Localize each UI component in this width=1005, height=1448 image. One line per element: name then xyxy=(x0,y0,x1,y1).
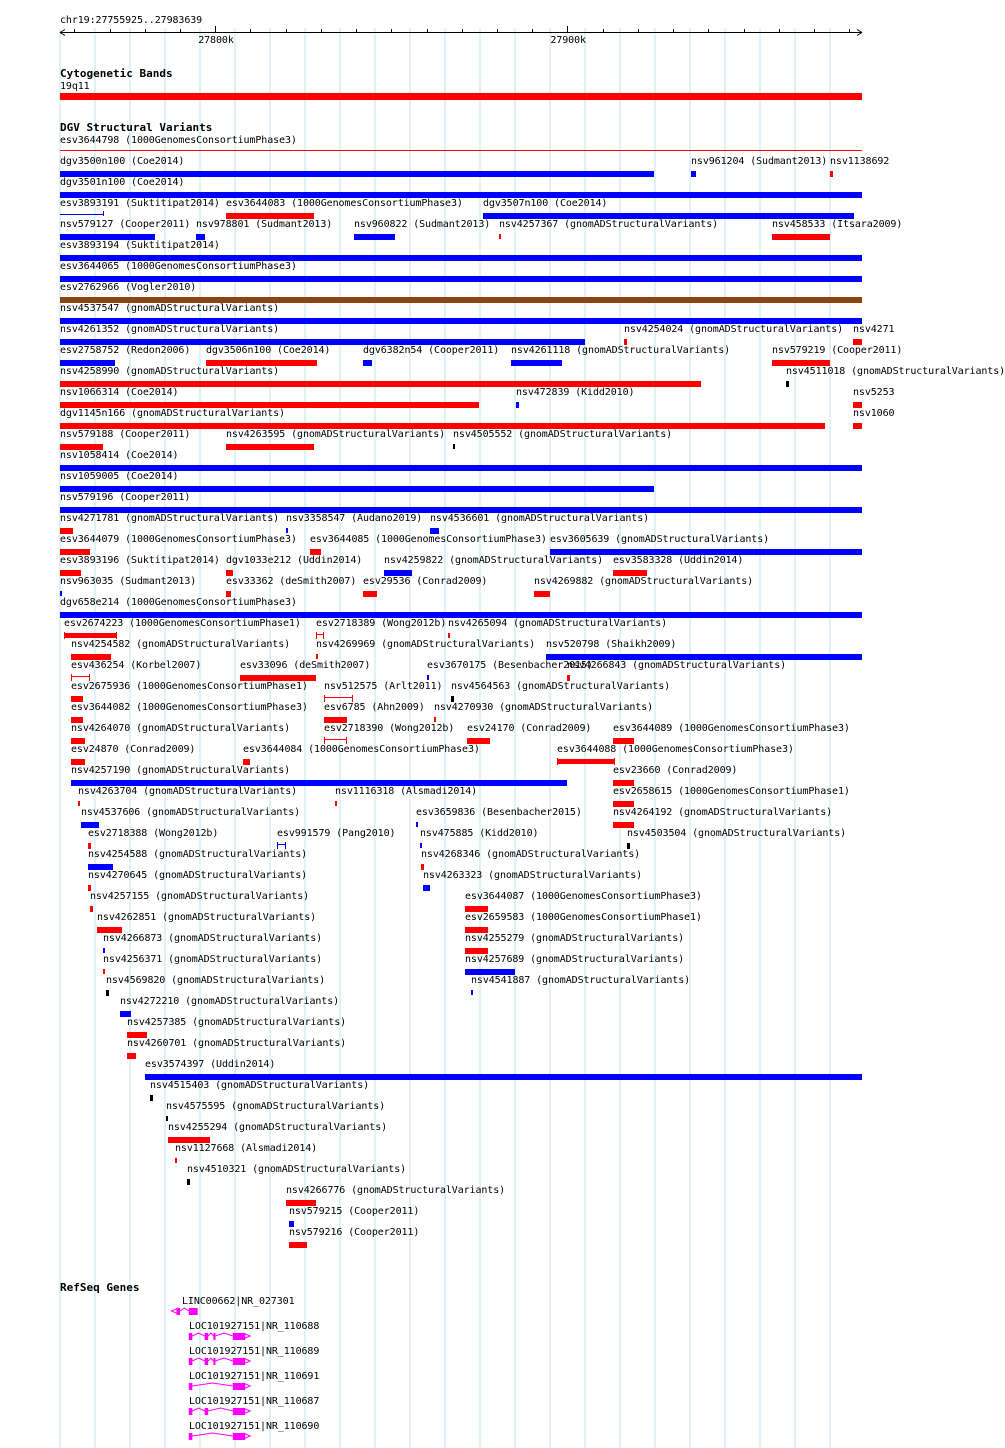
dgv-feature-label: nsv1059005 (Coe2014) xyxy=(60,471,179,482)
cytoband-track-title[interactable]: Cytogenetic Bands xyxy=(60,67,173,80)
dgv-feature-label: nsv1060 xyxy=(853,408,895,419)
dgv-feature-label: nsv4263704 (gnomADStructuralVariants) xyxy=(78,786,298,797)
dgv-feature-label: esv3644085 (1000GenomesConsortiumPhase3) xyxy=(310,534,547,545)
dgv-feature-label: esv3644087 (1000GenomesConsortiumPhase3) xyxy=(465,891,702,902)
dgv-feature-label: nsv1116318 (Alsmadi2014) xyxy=(335,786,478,797)
gene-intron xyxy=(192,1383,233,1386)
dgv-feature-label: nsv1058414 (Coe2014) xyxy=(60,450,179,461)
dgv-feature-label: nsv458533 (Itsara2009) xyxy=(772,219,903,230)
dgv-feature-bar[interactable] xyxy=(324,695,353,702)
dgv-feature-label: nsv4564563 (gnomADStructuralVariants) xyxy=(451,681,671,692)
dgv-feature-bar-fill xyxy=(72,676,89,677)
dgv-feature-label: nsv978801 (Sudmant2013) xyxy=(196,219,333,230)
dgv-feature-bar-fill xyxy=(65,633,116,638)
dgv-feature-bar[interactable] xyxy=(363,591,377,597)
dgv-feature-label: nsv4261118 (gnomADStructuralVariants) xyxy=(511,345,731,356)
dgv-feature-bar[interactable] xyxy=(511,360,562,366)
dgv-feature-bar[interactable] xyxy=(60,591,62,596)
gene-model[interactable] xyxy=(181,1431,253,1445)
dgv-feature-bar[interactable] xyxy=(60,214,104,215)
dgv-feature-bar[interactable] xyxy=(557,758,615,765)
dgv-feature-label: nsv579219 (Cooper2011) xyxy=(772,345,903,356)
dgv-feature-label: nsv4256371 (gnomADStructuralVariants) xyxy=(103,954,323,965)
dgv-feature-label: nsv963035 (Sudmant2013) xyxy=(60,576,197,587)
dgv-feature-bar[interactable] xyxy=(187,1179,190,1185)
dgv-feature-bar[interactable] xyxy=(60,465,862,471)
dgv-feature-label: nsv4254582 (gnomADStructuralVariants) xyxy=(71,639,291,650)
dgv-feature-label: esv33362 (deSmith2007) xyxy=(226,576,357,587)
gene-model[interactable] xyxy=(181,1381,253,1395)
refseq-track-title[interactable]: RefSeq Genes xyxy=(60,1281,140,1294)
dgv-feature-label: nsv4269882 (gnomADStructuralVariants) xyxy=(534,576,754,587)
dgv-feature-bar[interactable] xyxy=(772,234,830,240)
dgv-feature-bar[interactable] xyxy=(226,444,314,450)
dgv-feature-label: nsv4541887 (gnomADStructuralVariants) xyxy=(471,975,691,986)
dgv-feature-label: nsv4263595 (gnomADStructuralVariants) xyxy=(226,429,446,440)
dgv-feature-bar[interactable] xyxy=(175,1158,177,1163)
dgv-feature-bar[interactable] xyxy=(166,1116,168,1121)
dgv-feature-label: nsv4575595 (gnomADStructuralVariants) xyxy=(166,1101,386,1112)
gene-exon xyxy=(205,1408,209,1415)
dgv-feature-bar[interactable] xyxy=(830,171,833,177)
dgv-feature-label: nsv1066314 (Coe2014) xyxy=(60,387,179,398)
dgv-feature-bar[interactable] xyxy=(453,444,455,449)
dgv-feature-bar[interactable] xyxy=(427,675,429,680)
dgv-feature-label: nsv579127 (Cooper2011) xyxy=(60,219,191,230)
dgv-feature-label: esv3644082 (1000GenomesConsortiumPhase3) xyxy=(71,702,308,713)
dgv-feature-label: dgv658e214 (1000GenomesConsortiumPhase3) xyxy=(60,597,297,608)
gene-model[interactable] xyxy=(181,1406,253,1420)
dgv-feature-bar[interactable] xyxy=(853,423,862,429)
gene-exon xyxy=(213,1333,215,1340)
gene-label: LOC101927151|NR_110690 xyxy=(189,1421,320,1432)
gene-intron xyxy=(192,1433,233,1436)
dgv-feature-label: esv3574397 (Uddin2014) xyxy=(145,1059,276,1070)
dgv-feature-bar[interactable] xyxy=(416,822,418,827)
dgv-feature-label: nsv4268346 (gnomADStructuralVariants) xyxy=(421,849,641,860)
dgv-feature-label: esv2659583 (1000GenomesConsortiumPhase1) xyxy=(465,912,702,923)
gene-label: LOC101927151|NR_110691 xyxy=(189,1371,320,1382)
dgv-feature-label: nsv4265094 (gnomADStructuralVariants) xyxy=(448,618,668,629)
dgv-feature-label: esv3644084 (1000GenomesConsortiumPhase3) xyxy=(243,744,480,755)
dgv-feature-bar[interactable] xyxy=(286,528,288,533)
dgv-feature-label: nsv4264070 (gnomADStructuralVariants) xyxy=(71,723,291,734)
dgv-feature-label: esv2674223 (1000GenomesConsortiumPhase1) xyxy=(64,618,301,629)
dgv-feature-bar[interactable] xyxy=(90,906,93,912)
dgv-feature-bar[interactable] xyxy=(448,633,450,638)
dgv-feature-label: esv24170 (Conrad2009) xyxy=(467,723,592,734)
dgv-feature-label: nsv4271 xyxy=(853,324,895,335)
dgv-feature-label: nsv4257385 (gnomADStructuralVariants) xyxy=(127,1017,347,1028)
gene-intron xyxy=(180,1308,189,1311)
dgv-track-title[interactable]: DGV Structural Variants xyxy=(60,121,213,134)
dgv-feature-label: esv29536 (Conrad2009) xyxy=(363,576,488,587)
dgv-feature-bar[interactable] xyxy=(516,402,519,408)
dgv-feature-label: nsv4258990 (gnomADStructuralVariants) xyxy=(60,366,280,377)
dgv-feature-bar[interactable] xyxy=(316,632,324,639)
dgv-feature-label: esv3644089 (1000GenomesConsortiumPhase3) xyxy=(613,723,850,734)
dgv-feature-label: nsv579196 (Cooper2011) xyxy=(60,492,191,503)
dgv-feature-label: nsv512575 (Arlt2011) xyxy=(324,681,443,692)
gene-label: LOC101927151|NR_110689 xyxy=(189,1346,320,1357)
dgv-feature-label: nsv475885 (Kidd2010) xyxy=(420,828,539,839)
dgv-feature-label: dgv3500n100 (Coe2014) xyxy=(60,156,185,167)
cytoband-label: 19q11 xyxy=(60,81,90,92)
dgv-feature-label: nsv960822 (Sudmant2013) xyxy=(354,219,491,230)
dgv-feature-label: nsv5253 xyxy=(853,387,895,398)
gene-exon xyxy=(189,1383,193,1390)
gene-intron xyxy=(192,1408,233,1411)
dgv-feature-label: nsv579188 (Cooper2011) xyxy=(60,429,191,440)
dgv-feature-label: esv991579 (Pang2010) xyxy=(277,828,396,839)
dgv-feature-label: nsv4270930 (gnomADStructuralVariants) xyxy=(434,702,654,713)
gene-exon xyxy=(205,1358,209,1365)
dgv-feature-label: nsv4257367 (gnomADStructuralVariants) xyxy=(499,219,719,230)
dgv-feature-bar[interactable] xyxy=(534,591,550,597)
dgv-feature-label: nsv4266776 (gnomADStructuralVariants) xyxy=(286,1185,506,1196)
dgv-feature-label: nsv4270645 (gnomADStructuralVariants) xyxy=(88,870,308,881)
dgv-feature-bar[interactable] xyxy=(78,801,80,806)
dgv-feature-label: esv3893194 (Suktitipat2014) xyxy=(60,240,220,251)
dgv-feature-label: dgv3507n100 (Coe2014) xyxy=(483,198,608,209)
dgv-feature-label: dgv6382n54 (Cooper2011) xyxy=(363,345,500,356)
gene-exon xyxy=(189,1333,193,1340)
dgv-feature-label: esv436254 (Korbel2007) xyxy=(71,660,202,671)
gene-label: LOC101927151|NR_110687 xyxy=(189,1396,320,1407)
dgv-feature-label: dgv1033e212 (Uddin2014) xyxy=(226,555,363,566)
tick-label-27900k: 27900k xyxy=(550,35,586,46)
dgv-feature-label: esv3644065 (1000GenomesConsortiumPhase3) xyxy=(60,261,297,272)
dgv-feature-label: nsv4257155 (gnomADStructuralVariants) xyxy=(90,891,310,902)
dgv-feature-label: nsv4257190 (gnomADStructuralVariants) xyxy=(71,765,291,776)
dgv-feature-bar[interactable] xyxy=(103,969,105,974)
gene-intron xyxy=(192,1358,233,1361)
dgv-feature-bar-fill xyxy=(317,634,323,635)
dgv-feature-label: nsv472839 (Kidd2010) xyxy=(516,387,635,398)
dgv-feature-label: nsv4511018 (gnomADStructuralVariants) xyxy=(786,366,1005,377)
dgv-feature-label: nsv4536601 (gnomADStructuralVariants) xyxy=(430,513,650,524)
dgv-feature-label: nsv4266843 (gnomADStructuralVariants) xyxy=(567,660,787,671)
dgv-feature-label: esv23660 (Conrad2009) xyxy=(613,765,738,776)
dgv-feature-label: esv2758752 (Redon2006) xyxy=(60,345,191,356)
dgv-feature-label: nsv4503504 (gnomADStructuralVariants) xyxy=(627,828,847,839)
dgv-feature-label: nsv4259822 (gnomADStructuralVariants) xyxy=(384,555,604,566)
dgv-feature-label: nsv4515403 (gnomADStructuralVariants) xyxy=(150,1080,370,1091)
dgv-feature-bar[interactable] xyxy=(434,717,436,722)
dgv-feature-label: nsv4255294 (gnomADStructuralVariants) xyxy=(168,1122,388,1133)
dgv-feature-bar[interactable] xyxy=(150,1095,153,1101)
dgv-feature-bar[interactable] xyxy=(60,150,862,151)
dgv-feature-label: nsv4254588 (gnomADStructuralVariants) xyxy=(88,849,308,860)
dgv-feature-label: dgv3501n100 (Coe2014) xyxy=(60,177,185,188)
gene-model[interactable] xyxy=(168,1306,206,1320)
dgv-feature-label: esv3670175 (Besenbacher2015) xyxy=(427,660,593,671)
dgv-feature-label: nsv1138692 xyxy=(830,156,890,167)
dgv-feature-bar[interactable] xyxy=(64,632,117,639)
gene-label: LINC00662|NR_027301 xyxy=(182,1296,295,1307)
dgv-feature-label: nsv4537547 (gnomADStructuralVariants) xyxy=(60,303,280,314)
dgv-feature-bar[interactable] xyxy=(420,843,422,848)
dgv-feature-label: nsv4261352 (gnomADStructuralVariants) xyxy=(60,324,280,335)
dgv-feature-bar[interactable] xyxy=(103,948,105,953)
dgv-feature-label: nsv4264192 (gnomADStructuralVariants) xyxy=(613,807,833,818)
gene-model[interactable] xyxy=(181,1331,253,1345)
dgv-feature-label: esv2718389 (Wong2012b) xyxy=(316,618,447,629)
dgv-feature-label: nsv4505552 (gnomADStructuralVariants) xyxy=(453,429,673,440)
dgv-feature-bar-fill xyxy=(278,844,285,845)
dgv-feature-label: esv3659836 (Besenbacher2015) xyxy=(416,807,582,818)
dgv-feature-bar[interactable] xyxy=(354,234,395,240)
dgv-feature-label: dgv1145n166 (gnomADStructuralVariants) xyxy=(60,408,285,419)
dgv-feature-label: nsv4254024 (gnomADStructuralVariants) xyxy=(624,324,844,335)
dgv-feature-bar[interactable] xyxy=(289,1242,307,1248)
gene-exon xyxy=(189,1408,193,1415)
dgv-feature-bar-fill xyxy=(325,697,352,698)
dgv-feature-label: esv24870 (Conrad2009) xyxy=(71,744,196,755)
dgv-feature-label: nsv579215 (Cooper2011) xyxy=(289,1206,420,1217)
gene-intron xyxy=(192,1333,233,1336)
dgv-feature-label: nsv4569820 (gnomADStructuralVariants) xyxy=(106,975,326,986)
dgv-feature-label: nsv4266873 (gnomADStructuralVariants) xyxy=(103,933,323,944)
dgv-feature-label: esv2718388 (Wong2012b) xyxy=(88,828,219,839)
dgv-feature-bar[interactable] xyxy=(277,842,286,849)
dgv-feature-bar[interactable] xyxy=(471,990,473,995)
gene-exon xyxy=(213,1358,215,1365)
dgv-feature-label: esv3605639 (gnomADStructuralVariants) xyxy=(550,534,770,545)
dgv-feature-label: esv6785 (Ahn2009) xyxy=(324,702,425,713)
dgv-feature-label: esv2762966 (Vogler2010) xyxy=(60,282,197,293)
dgv-feature-label: esv3644088 (1000GenomesConsortiumPhase3) xyxy=(557,744,794,755)
dgv-feature-bar[interactable] xyxy=(71,674,90,681)
dgv-feature-label: esv2718390 (Wong2012b) xyxy=(324,723,455,734)
location-label: chr19:27755925..27983639 xyxy=(60,15,203,26)
dgv-feature-label: nsv4537606 (gnomADStructuralVariants) xyxy=(81,807,301,818)
dgv-feature-label: dgv3506n100 (Coe2014) xyxy=(206,345,331,356)
dgv-feature-bar[interactable] xyxy=(335,801,337,806)
dgv-feature-label: esv3644079 (1000GenomesConsortiumPhase3) xyxy=(60,534,297,545)
dgv-feature-label: nsv579216 (Cooper2011) xyxy=(289,1227,420,1238)
dgv-feature-label: esv2658615 (1000GenomesConsortiumPhase1) xyxy=(613,786,850,797)
dgv-feature-bar[interactable] xyxy=(316,654,318,659)
gene-exon xyxy=(205,1333,209,1340)
dgv-feature-label: nsv4255279 (gnomADStructuralVariants) xyxy=(465,933,685,944)
dgv-feature-label: nsv961204 (Sudmant2013) xyxy=(691,156,828,167)
dgv-feature-label: esv2675936 (1000GenomesConsortiumPhase1) xyxy=(71,681,308,692)
dgv-feature-label: nsv4272210 (gnomADStructuralVariants) xyxy=(120,996,340,1007)
dgv-feature-label: esv3893191 (Suktitipat2014) xyxy=(60,198,220,209)
dgv-feature-bar[interactable] xyxy=(499,234,501,239)
gene-model[interactable] xyxy=(181,1356,253,1370)
gene-exon xyxy=(189,1433,193,1440)
dgv-feature-label: esv33096 (deSmith2007) xyxy=(240,660,371,671)
dgv-feature-bar[interactable] xyxy=(324,737,347,744)
dgv-feature-label: nsv520798 (Shaikh2009) xyxy=(546,639,677,650)
dgv-feature-bar[interactable] xyxy=(691,171,696,177)
dgv-feature-label: nsv4262851 (gnomADStructuralVariants) xyxy=(97,912,317,923)
dgv-feature-label: nsv4271781 (gnomADStructuralVariants) xyxy=(60,513,280,524)
dgv-feature-label: nsv3358547 (Audano2019) xyxy=(286,513,423,524)
dgv-feature-label: nsv1127668 (Alsmadi2014) xyxy=(175,1143,318,1154)
dgv-feature-label: esv3583328 (Uddin2014) xyxy=(613,555,744,566)
dgv-feature-label: nsv4510321 (gnomADStructuralVariants) xyxy=(187,1164,407,1175)
dgv-feature-label: nsv4269969 (gnomADStructuralVariants) xyxy=(316,639,536,650)
dgv-feature-bar[interactable] xyxy=(127,1053,136,1059)
dgv-feature-label: nsv4257689 (gnomADStructuralVariants) xyxy=(465,954,685,965)
gene-exon xyxy=(189,1358,193,1365)
dgv-feature-label: nsv4263323 (gnomADStructuralVariants) xyxy=(423,870,643,881)
dgv-feature-label: esv3644083 (1000GenomesConsortiumPhase3) xyxy=(226,198,463,209)
gene-label: LOC101927151|NR_110688 xyxy=(189,1321,320,1332)
dgv-feature-bar[interactable] xyxy=(363,360,372,366)
dgv-feature-label: nsv4260701 (gnomADStructuralVariants) xyxy=(127,1038,347,1049)
dgv-feature-bar[interactable] xyxy=(423,885,430,891)
dgv-feature-bar[interactable] xyxy=(106,990,109,996)
tick-label-27800k: 27800k xyxy=(198,35,234,46)
dgv-feature-bar[interactable] xyxy=(786,381,789,387)
dgv-feature-label: esv3644798 (1000GenomesConsortiumPhase3) xyxy=(60,135,297,146)
dgv-feature-bar-fill xyxy=(325,739,346,740)
dgv-feature-label: esv3893196 (Suktitipat2014) xyxy=(60,555,220,566)
gene-exon xyxy=(189,1308,198,1315)
dgv-feature-bar-fill xyxy=(558,759,614,764)
